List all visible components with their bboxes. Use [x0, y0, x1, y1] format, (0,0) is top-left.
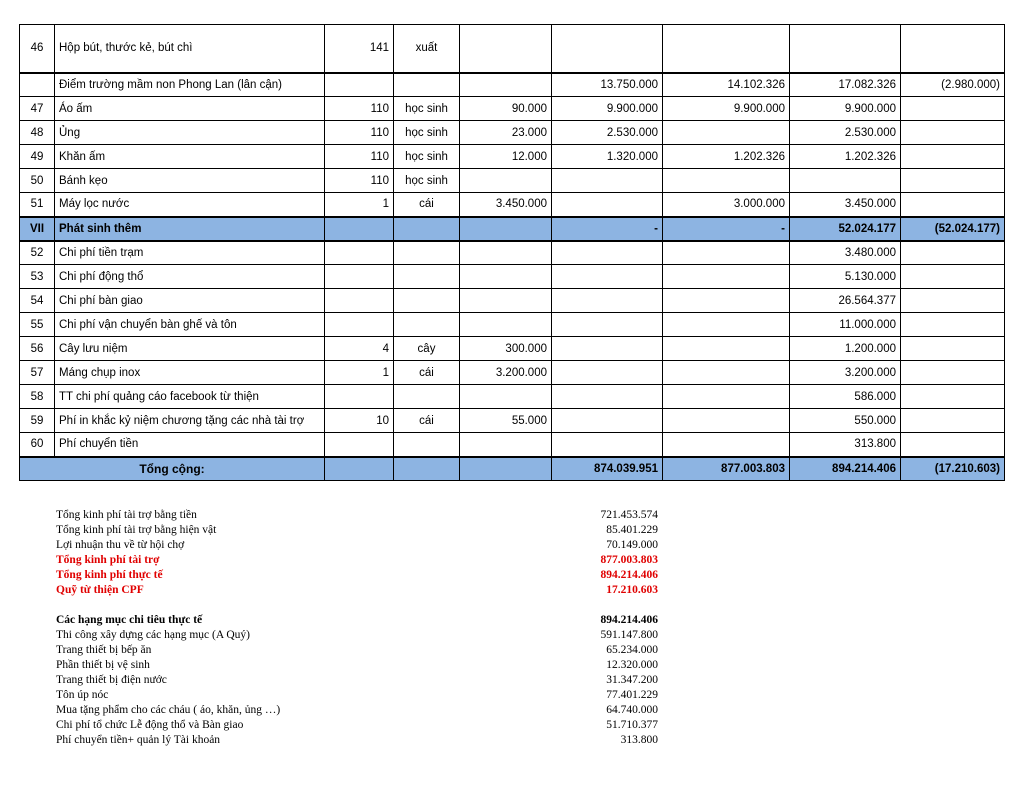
row-number-cell: 53	[20, 265, 55, 289]
actual-cost-cell: 5.130.000	[790, 265, 901, 289]
sponsored-amount-cell	[663, 169, 790, 193]
item-name-cell: Phí in khắc kỷ niệm chương tặng các nhà tài trợ	[55, 409, 325, 433]
quantity-cell	[325, 73, 394, 97]
planned-cost-cell	[552, 433, 663, 457]
row-number-cell: 57	[20, 361, 55, 385]
unit-price-cell: 300.000	[460, 337, 552, 361]
sponsored-amount-cell: 3.000.000	[663, 193, 790, 217]
summary-row	[56, 703, 666, 718]
difference-cell	[901, 265, 1005, 289]
difference-cell	[901, 145, 1005, 169]
unit-price-cell: 55.000	[460, 409, 552, 433]
difference-cell	[901, 25, 1005, 73]
item-name-cell: Chi phí động thổ	[55, 265, 325, 289]
table-row	[20, 97, 1005, 121]
difference-cell	[901, 337, 1005, 361]
quantity-cell	[325, 217, 394, 241]
planned-cost-cell	[552, 409, 663, 433]
actual-cost-cell: 1.200.000	[790, 337, 901, 361]
actual-cost-cell: 1.202.326	[790, 145, 901, 169]
planned-cost-cell	[552, 361, 663, 385]
funding-summary	[56, 508, 666, 598]
summary-label: Trang thiết bị điện nước	[56, 674, 167, 686]
planned-cost-cell: 2.530.000	[552, 121, 663, 145]
summary-value: 894.214.406	[600, 614, 658, 626]
summary-label: Phần thiết bị vệ sinh	[56, 659, 150, 671]
table-row	[20, 337, 1005, 361]
table-row	[20, 361, 1005, 385]
actual-cost-cell	[790, 25, 901, 73]
difference-cell	[901, 385, 1005, 409]
quantity-cell: 4	[325, 337, 394, 361]
section-row	[20, 217, 1005, 241]
planned-cost-cell	[552, 25, 663, 73]
unit-cell	[394, 241, 460, 265]
spending-summary	[56, 613, 666, 748]
unit-price-cell	[460, 265, 552, 289]
sponsored-amount-cell	[663, 385, 790, 409]
quantity-cell	[325, 289, 394, 313]
sponsored-amount-cell: -	[663, 217, 790, 241]
row-number-cell: 58	[20, 385, 55, 409]
summary-row	[56, 523, 666, 538]
table-row	[20, 433, 1005, 457]
difference-cell	[901, 289, 1005, 313]
total-row	[20, 457, 1005, 481]
difference-cell	[901, 409, 1005, 433]
actual-cost-cell: 9.900.000	[790, 97, 901, 121]
difference-cell	[901, 313, 1005, 337]
row-number-cell: 60	[20, 433, 55, 457]
total-label: Tổng cộng:	[20, 457, 325, 481]
quantity-cell	[325, 433, 394, 457]
row-number-cell: VII	[20, 217, 55, 241]
item-name-cell: Bánh kẹo	[55, 169, 325, 193]
item-name-cell: Hộp bút, thước kẻ, bút chì	[55, 25, 325, 73]
unit-price-cell: 90.000	[460, 97, 552, 121]
sponsored-amount-cell	[663, 409, 790, 433]
summary-row	[56, 718, 666, 733]
summary-value: 64.740.000	[606, 704, 658, 716]
row-number-cell: 49	[20, 145, 55, 169]
quantity-cell	[325, 313, 394, 337]
unit-price-cell	[460, 385, 552, 409]
sponsored-amount-cell	[663, 433, 790, 457]
actual-cost-cell: 3.450.000	[790, 193, 901, 217]
actual-cost-cell: 3.480.000	[790, 241, 901, 265]
row-number-cell: 56	[20, 337, 55, 361]
actual-cost-cell: 313.800	[790, 433, 901, 457]
summary-row	[56, 613, 666, 628]
unit-cell	[394, 73, 460, 97]
summary-value: 12.320.000	[606, 659, 658, 671]
table-row	[20, 145, 1005, 169]
difference-cell: (2.980.000)	[901, 73, 1005, 97]
item-name-cell: Chi phí bàn giao	[55, 289, 325, 313]
summary-value: 877.003.803	[600, 554, 658, 566]
row-number-cell: 59	[20, 409, 55, 433]
summary-value: 65.234.000	[606, 644, 658, 656]
sponsored-amount-cell	[663, 313, 790, 337]
difference-cell	[901, 97, 1005, 121]
empty-cell	[325, 457, 394, 481]
unit-cell	[394, 289, 460, 313]
unit-price-cell	[460, 217, 552, 241]
summary-value: 591.147.800	[600, 629, 658, 641]
item-name-cell: Áo ấm	[55, 97, 325, 121]
summary-label: Tổng kinh phí tài trợ	[56, 554, 160, 566]
table-row	[20, 265, 1005, 289]
summary-label: Lợi nhuận thu về từ hội chợ	[56, 539, 185, 551]
unit-cell: cái	[394, 409, 460, 433]
summary-label: Thi công xây dựng các hạng mục (A Quý)	[56, 629, 251, 641]
unit-cell	[394, 433, 460, 457]
table-row	[20, 409, 1005, 433]
sponsored-amount-cell	[663, 25, 790, 73]
summary-value: 894.214.406	[600, 569, 658, 581]
sponsored-amount-cell	[663, 337, 790, 361]
item-name-cell: TT chi phí quảng cáo facebook từ thiện	[55, 385, 325, 409]
table-row	[20, 385, 1005, 409]
unit-cell: cây	[394, 337, 460, 361]
summary-label: Phí chuyển tiền+ quản lý Tài khoản	[56, 734, 221, 746]
difference-cell	[901, 433, 1005, 457]
summary-value: 17.210.603	[606, 584, 658, 596]
summary-label: Tổng kinh phí thực tế	[56, 569, 163, 581]
planned-cost-cell	[552, 169, 663, 193]
summary-row	[56, 628, 666, 643]
row-number-cell: 48	[20, 121, 55, 145]
summary-label: Tổng kinh phí tài trợ bằng hiện vật	[56, 524, 217, 536]
summary-row	[56, 568, 666, 583]
planned-cost-cell	[552, 289, 663, 313]
item-name-cell: Điểm trường mầm non Phong Lan (lân cận)	[55, 73, 325, 97]
actual-cost-cell: 52.024.177	[790, 217, 901, 241]
quantity-cell	[325, 265, 394, 289]
summary-value: 85.401.229	[606, 524, 658, 536]
summary-label: Tôn úp nóc	[56, 689, 109, 701]
sponsored-amount-cell	[663, 289, 790, 313]
quantity-cell: 1	[325, 193, 394, 217]
table-row	[20, 313, 1005, 337]
row-number-cell: 54	[20, 289, 55, 313]
summary-value: 313.800	[620, 734, 658, 746]
unit-cell: cái	[394, 193, 460, 217]
summary-row	[56, 508, 666, 523]
summary-row	[56, 553, 666, 568]
summary-row	[56, 688, 666, 703]
row-number-cell: 52	[20, 241, 55, 265]
item-name-cell: Phí chuyển tiền	[55, 433, 325, 457]
spacer	[56, 598, 666, 613]
difference-cell	[901, 241, 1005, 265]
unit-price-cell: 23.000	[460, 121, 552, 145]
table-row	[20, 25, 1005, 73]
sponsored-amount-cell: 1.202.326	[663, 145, 790, 169]
sponsored-amount-cell: 9.900.000	[663, 97, 790, 121]
summary-value: 77.401.229	[606, 689, 658, 701]
group-row	[20, 73, 1005, 97]
row-number-cell: 50	[20, 169, 55, 193]
unit-price-cell	[460, 289, 552, 313]
summary-row	[56, 643, 666, 658]
difference-cell	[901, 193, 1005, 217]
unit-price-cell	[460, 73, 552, 97]
planned-cost-cell: 13.750.000	[552, 73, 663, 97]
summary-label: Chi phí tổ chức Lễ động thổ và Bàn giao	[56, 719, 244, 731]
summary-section	[56, 508, 666, 748]
summary-value: 31.347.200	[606, 674, 658, 686]
actual-cost-cell: 26.564.377	[790, 289, 901, 313]
difference-cell	[901, 169, 1005, 193]
sponsored-amount-cell: 14.102.326	[663, 73, 790, 97]
quantity-cell	[325, 385, 394, 409]
planned-cost-cell	[552, 241, 663, 265]
planned-cost-cell: 9.900.000	[552, 97, 663, 121]
summary-label: Trang thiết bị bếp ăn	[56, 644, 152, 656]
quantity-cell: 110	[325, 97, 394, 121]
planned-cost-cell	[552, 265, 663, 289]
actual-cost-cell: 2.530.000	[790, 121, 901, 145]
planned-cost-cell	[552, 385, 663, 409]
item-name-cell: Máy lọc nước	[55, 193, 325, 217]
summary-row	[56, 583, 666, 598]
table-row	[20, 241, 1005, 265]
item-name-cell: Chi phí tiền trạm	[55, 241, 325, 265]
actual-cost-cell: 550.000	[790, 409, 901, 433]
total-plan-cell: 874.039.951	[552, 457, 663, 481]
planned-cost-cell	[552, 337, 663, 361]
unit-cell: học sinh	[394, 169, 460, 193]
total-diff-cell: (17.210.603)	[901, 457, 1005, 481]
summary-value: 51.710.377	[606, 719, 658, 731]
total-actual-cell: 894.214.406	[790, 457, 901, 481]
row-number-cell	[20, 73, 55, 97]
summary-label: Các hạng mục chi tiêu thực tế	[56, 614, 203, 626]
budget-table	[19, 24, 1005, 481]
actual-cost-cell: 11.000.000	[790, 313, 901, 337]
item-name-cell: Máng chụp inox	[55, 361, 325, 385]
unit-cell: xuất	[394, 25, 460, 73]
unit-price-cell	[460, 25, 552, 73]
unit-cell: học sinh	[394, 97, 460, 121]
difference-cell	[901, 121, 1005, 145]
summary-row	[56, 538, 666, 553]
planned-cost-cell	[552, 313, 663, 337]
unit-cell: học sinh	[394, 121, 460, 145]
actual-cost-cell: 3.200.000	[790, 361, 901, 385]
unit-price-cell	[460, 313, 552, 337]
row-number-cell: 55	[20, 313, 55, 337]
unit-cell	[394, 313, 460, 337]
unit-price-cell: 12.000	[460, 145, 552, 169]
planned-cost-cell: -	[552, 217, 663, 241]
table-row	[20, 169, 1005, 193]
summary-row	[56, 733, 666, 748]
actual-cost-cell	[790, 169, 901, 193]
unit-cell	[394, 385, 460, 409]
empty-cell	[394, 457, 460, 481]
summary-label: Quỹ từ thiện CPF	[56, 584, 144, 596]
actual-cost-cell: 17.082.326	[790, 73, 901, 97]
quantity-cell: 10	[325, 409, 394, 433]
quantity-cell: 110	[325, 121, 394, 145]
unit-price-cell	[460, 169, 552, 193]
item-name-cell: Cây lưu niệm	[55, 337, 325, 361]
item-name-cell: Phát sinh thêm	[55, 217, 325, 241]
difference-cell: (52.024.177)	[901, 217, 1005, 241]
quantity-cell: 141	[325, 25, 394, 73]
unit-cell	[394, 217, 460, 241]
unit-price-cell	[460, 433, 552, 457]
total-sponsor-cell: 877.003.803	[663, 457, 790, 481]
unit-price-cell: 3.450.000	[460, 193, 552, 217]
unit-cell: cái	[394, 361, 460, 385]
row-number-cell: 51	[20, 193, 55, 217]
table-row	[20, 289, 1005, 313]
sponsored-amount-cell	[663, 241, 790, 265]
item-name-cell: Ủng	[55, 121, 325, 145]
quantity-cell: 110	[325, 169, 394, 193]
summary-value: 70.149.000	[606, 539, 658, 551]
actual-cost-cell: 586.000	[790, 385, 901, 409]
table-row	[20, 121, 1005, 145]
planned-cost-cell	[552, 193, 663, 217]
row-number-cell: 47	[20, 97, 55, 121]
unit-price-cell	[460, 241, 552, 265]
summary-value: 721.453.574	[600, 509, 658, 521]
empty-cell	[460, 457, 552, 481]
unit-cell: học sinh	[394, 145, 460, 169]
planned-cost-cell: 1.320.000	[552, 145, 663, 169]
table-row	[20, 193, 1005, 217]
quantity-cell	[325, 241, 394, 265]
quantity-cell: 1	[325, 361, 394, 385]
summary-label: Tổng kinh phí tài trợ bằng tiền	[56, 509, 197, 521]
summary-row	[56, 673, 666, 688]
row-number-cell: 46	[20, 25, 55, 73]
sponsored-amount-cell	[663, 361, 790, 385]
summary-label: Mua tặng phẩm cho các cháu ( áo, khăn, ủng …)	[56, 704, 281, 716]
unit-price-cell: 3.200.000	[460, 361, 552, 385]
sponsored-amount-cell	[663, 121, 790, 145]
difference-cell	[901, 361, 1005, 385]
item-name-cell: Chi phí vận chuyển bàn ghế và tôn	[55, 313, 325, 337]
quantity-cell: 110	[325, 145, 394, 169]
unit-cell	[394, 265, 460, 289]
item-name-cell: Khăn ấm	[55, 145, 325, 169]
sponsored-amount-cell	[663, 265, 790, 289]
summary-row	[56, 658, 666, 673]
